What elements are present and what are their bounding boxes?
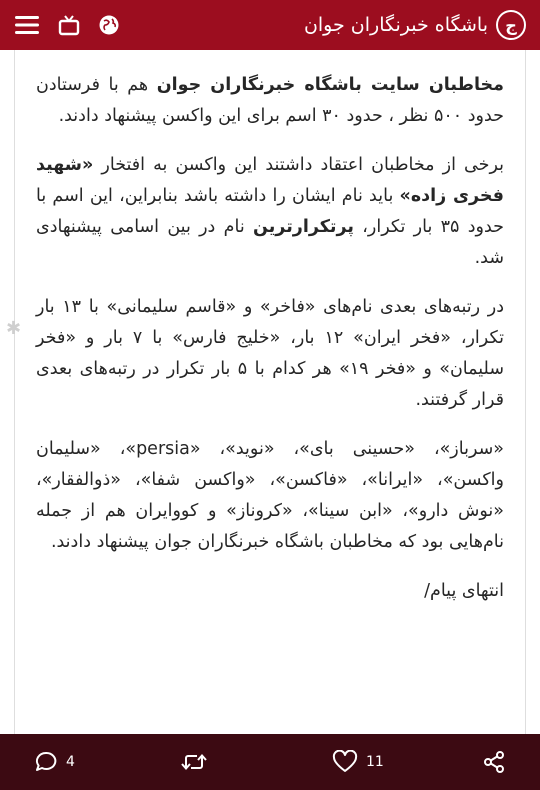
like-button[interactable]: [332, 750, 384, 774]
paragraph-2: [36, 150, 504, 274]
top-icons: [14, 10, 120, 40]
text-run: برخی از مخاطبان اعتقاد داشتند این واکسن به افتخار: [93, 155, 504, 175]
bold-phrase: مخاطبان سایت باشگاه خبرنگاران جوان: [156, 75, 504, 95]
retweet-icon: [180, 750, 208, 774]
reply-button[interactable]: [34, 750, 75, 774]
reply-count: 4: [66, 754, 75, 770]
article-end-note: انتهای پیام/: [424, 581, 504, 601]
site-title: باشگاه خبرنگاران جوان: [303, 14, 488, 36]
retweet-button[interactable]: [180, 750, 208, 774]
globe-icon[interactable]: [98, 14, 120, 36]
like-count: 11: [366, 754, 384, 770]
share-icon: [482, 750, 506, 774]
bold-phrase: پرتکرارترین: [252, 217, 354, 237]
scroll-indicator-icon: ✱: [6, 318, 22, 339]
article-body: [36, 70, 504, 625]
text-run: نام در بین اسامی پیشنهادی شد.: [36, 217, 504, 268]
tv-icon[interactable]: [58, 14, 80, 36]
bold-phrase: «شهید فخری زاده»: [36, 155, 504, 206]
text-run: باید نام ایشان را داشته باشد بنابراین، این اسم با حدود ۳۵ بار تکرار،: [36, 186, 504, 237]
share-button[interactable]: [482, 750, 506, 774]
reply-icon: [34, 750, 58, 774]
like-icon: [332, 750, 358, 774]
site-logo-icon: ج: [496, 10, 526, 40]
site-brand[interactable]: [304, 8, 526, 42]
paragraph-4: «سرباز»، «حسینی بای»، «نوید»، «persia»، «سلیمان واکسن»، «ایرانا»، «فاکسن»، «واکسن شفا»، «ذوالفقار»، «نوش دارو»، «ابن سینا»، «کروناز» و کووایران هم از جمله نام‌هایی بود که مخاطبان باشگاه خبرنگاران جوان پیشنهاد دادند.: [36, 439, 504, 552]
paragraph-3: در رتبه‌های بعدی نام‌های «فاخر» و «قاسم سلیمانی» با ۱۳ بار تکرار، «فخر ایران» ۱۲ بار، «خلیج فارس» با ۷ بار و «فخر سلیمان» و «فخر ۱۹» هر کدام با ۵ بار تکرار در رتبه‌های بعدی قرار گرفتند.: [36, 297, 504, 410]
paragraph-1: [36, 70, 504, 132]
top-bar: [0, 0, 540, 50]
text-run: هم با فرستادن حدود ۵۰۰ نظر ، حدود ۳۰ اسم برای این واکسن پیشنهاد دادند.: [36, 75, 504, 126]
action-bar: [0, 734, 540, 790]
menu-icon[interactable]: [14, 14, 40, 36]
